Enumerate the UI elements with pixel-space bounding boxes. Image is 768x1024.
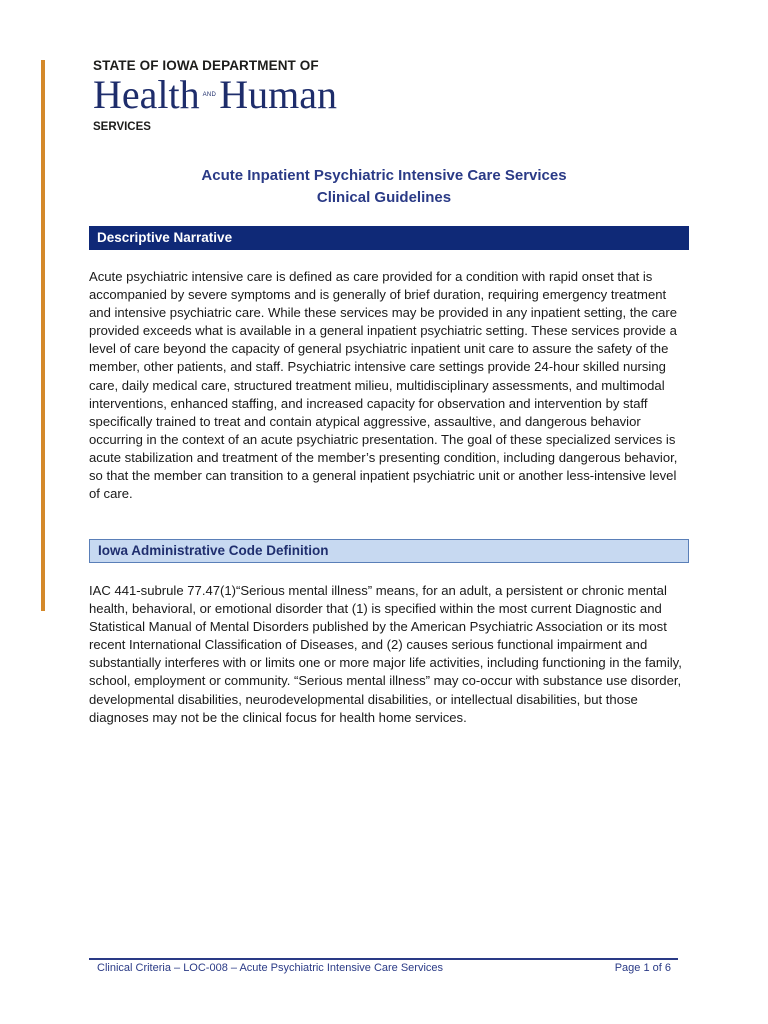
agency-logo bbox=[93, 56, 393, 136]
title-line-2: Clinical Guidelines bbox=[316, 189, 452, 206]
logo-word-health: Health bbox=[93, 72, 200, 117]
document-title bbox=[0, 165, 768, 209]
section-heading-iowa-code-definition: Iowa Administrative Code Definition bbox=[89, 539, 689, 563]
logo-top-line: STATE OF IOWA DEPARTMENT OF bbox=[93, 58, 319, 73]
section-heading-descriptive-narrative: Descriptive Narrative bbox=[89, 226, 689, 250]
footer-divider bbox=[89, 958, 678, 960]
title-line-1: Acute Inpatient Psychiatric Intensive Care Services bbox=[201, 167, 567, 184]
logo-word-human: Human bbox=[219, 72, 337, 117]
logo-wordmark bbox=[93, 72, 337, 122]
left-accent-bar bbox=[41, 60, 45, 611]
logo-and: AND bbox=[202, 91, 217, 98]
descriptive-narrative-paragraph: Acute psychiatric intensive care is defined as care provided for a condition with rapid onset that is accompanied by severe symptoms and is generally of brief duration, requiring emergency treatment and intensive psychiatric care. While these services may be provided in any inpatient setting, the care provided exceeds what is available in a general inpatient psychiatric setting. These services provide a level of care beyond the capacity of general psychiatric inpatient unit care to assure the safety of the member, other patients, and staff. Psychiatric intensive care settings provide 24-hour skilled nursing care, daily medical care, structured treatment milieu, multidisciplinary assessments, and multimodal interventions, enhanced staffing, and increased capacity for observation and intervention by staff specifically trained to treat and contain atypical aggressive, assaultive, and dangerous behavior occurring in the context of an acute psychiatric presentation. The goal of these specialized services is acute stabilization and treatment of the member’s presenting condition, including dangerous behavior, so that the member can transition to a general inpatient psychiatric unit or another less-intensive level of care. bbox=[89, 269, 678, 502]
iowa-code-definition-paragraph: IAC 441-subrule 77.47(1)“Serious mental illness” means, for an adult, a persistent or chronic mental health, behavioral, or emotional disorder that (1) is specified within the most current Diagnostic and Statistical Manual of Mental Disorders published by the American Psychiatric Association or its most recent International Classification of Diseases, and (2) causes serious functional impairment and substantially interferes with or limits one or more major life activities, including functioning in the family, school, employment or community. “Serious mental illness” may co-occur with substance use disorder, developmental disabilities, neurodevelopmental disabilities, or intellectual disabilities, but those diagnoses may not be the clinical focus for health home services. bbox=[89, 583, 682, 725]
logo-bottom-line: SERVICES bbox=[93, 121, 151, 133]
footer-page-number: Page 1 of 6 bbox=[614, 962, 671, 974]
footer-document-id: Clinical Criteria – LOC-008 – Acute Psychiatric Intensive Care Services bbox=[97, 962, 444, 974]
